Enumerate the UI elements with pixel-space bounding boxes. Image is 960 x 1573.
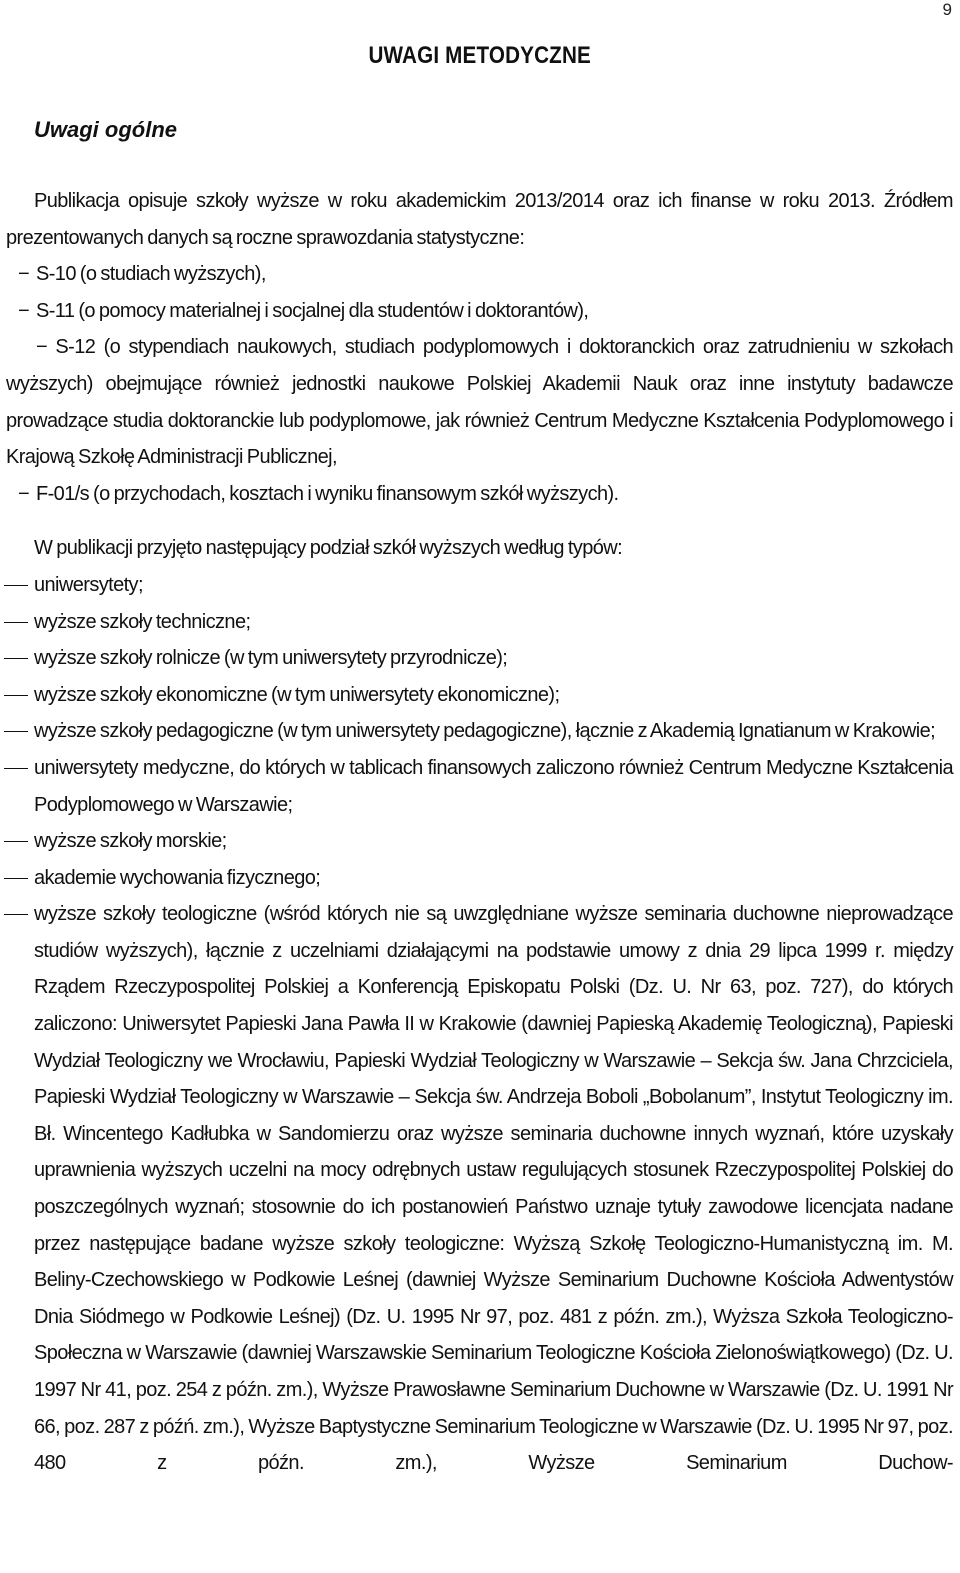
report-item [6, 256, 953, 293]
type-item [6, 750, 953, 823]
dash-marker [4, 658, 28, 659]
type-item-text: wyższe szkoły rolnicze (w tym uniwersytety przyrodnicze); [34, 647, 508, 670]
type-item [6, 713, 953, 750]
report-item [6, 329, 953, 475]
dash-marker: − [18, 299, 30, 322]
intro-paragraph: Publikacja opisuje szkoły wyższe w roku akademickim 2013/2014 oraz ich finanse w roku 2013. Źródłem prezentowanych danych są roczne sprawozdania statystyczne: [6, 190, 953, 249]
dash-marker [4, 878, 28, 879]
dash-marker [4, 622, 28, 623]
type-item-text: wyższe szkoły techniczne; [34, 610, 251, 633]
report-item-text: F-01/s (o przychodach, kosztach i wyniku finansowym szkół wyższych). [36, 482, 619, 505]
type-item-text: wyższe szkoły ekonomiczne (w tym uniwersytety ekonomiczne); [34, 683, 560, 706]
type-item-text: wyższe szkoły morskie; [34, 830, 227, 853]
page-number: 9 [942, 0, 952, 19]
body-text [6, 183, 953, 1482]
dash-marker [4, 914, 28, 915]
type-item [6, 677, 953, 714]
dash-marker [4, 695, 28, 696]
type-item-text: akademie wychowania fizycznego; [34, 866, 321, 889]
report-item-text: S-12 (o stypendiach naukowych, studiach podyplomowych i doktoranckich oraz zatrudnieniu w szkołach wyższych) obejmujące również jednostki naukowe Polskiej Akademii Nauk oraz inne instytuty badawcze prowadzące studia doktoranckie lub podyplomowe, jak również Centrum Medyczne Kształcenia Podyplomowego i Krajową Szkołę Administracji Publicznej, [6, 336, 953, 469]
report-item-text: S-10 (o studiach wyższych), [36, 263, 266, 286]
dash-marker [4, 768, 28, 769]
type-item [6, 567, 953, 604]
report-item [6, 293, 953, 330]
type-item-text: uniwersytety medyczne, do których w tablicach finansowych zaliczono również Centrum Medyczne Kształcenia Podyplomowego w Warszawie; [34, 756, 953, 816]
type-item-text: wyższe szkoły pedagogiczne (w tym uniwersytety pedagogiczne), łącznie z Akademią Ignatianum w Krakowie; [34, 720, 936, 743]
type-item [6, 896, 953, 1482]
dash-marker [4, 731, 28, 732]
report-item [6, 476, 953, 513]
dash-marker: − [36, 336, 48, 359]
page-title: UWAGI METODYCZNE [368, 42, 591, 69]
types-intro: W publikacji przyjęto następujący podział szkół wyższych według typów: [34, 537, 623, 560]
paragraph-spacer [6, 512, 953, 530]
type-item-text: uniwersytety; [34, 573, 143, 596]
type-item [6, 860, 953, 897]
dash-marker [4, 585, 28, 586]
dash-marker: − [18, 263, 30, 286]
type-item [6, 604, 953, 641]
report-item-text: S-11 (o pomocy materialnej i socjalnej dla studentów i doktorantów), [36, 299, 589, 322]
type-item [6, 640, 953, 677]
dash-marker: − [18, 482, 30, 505]
dash-marker [4, 841, 28, 842]
section-subtitle: Uwagi ogólne [34, 117, 177, 142]
type-item [6, 823, 953, 860]
type-item-text: wyższe szkoły teologiczne (wśród których nie są uwzględniane wyższe seminaria duchowne nieprowadzące studiów wyższych), łącznie z uczelniami działającymi na podstawie umowy z dnia 29 lipca 1999 r. między Rządem Rzeczypospolitej Polskiej a Konferencją Episkopatu Polski (Dz. U. Nr 63, poz. 727), do których zaliczono: Uniwersytet Papieski Jana Pawła II w Krakowie (dawniej Papieską Akademię Teologiczną), Papieski Wydział Teologiczny we Wrocławiu, Papieski Wydział Teologiczny w Warszawie – Sekcja św. Jana Chrzciciela, Papieski Wydział Teologiczny w Warszawie – Sekcja św. Andrzeja Boboli „Bobolanum”, Instytut Teologiczny im. Bł. Wincentego Kadłubka w Sandomierzu oraz wyższe seminaria duchowne innych wyznań, które uzyskały uprawnienia wyższych uczelni na mocy odrębnych ustaw regulujących stosunek Rzeczypospolitej Polskiej do poszczególnych wyznań; stosownie do ich postanowień Państwo uznaje tytuły zawodowe licencjata nadane przez następujące badane wyższe szkoły teologiczne: Wyższą Szkołę Teologiczno-Humanistyczną im. M. Beliny-Czechowskiego w Podkowie Leśnej (dawniej Wyższe Seminarium Duchowne Kościoła Adwentystów Dnia Siódmego w Podkowie Leśnej) (Dz. U. 1995 Nr 97, poz. 481 z późn. zm.), Wyższa Szkoła Teologiczno-Społeczna w Warszawie (dawniej Warszawskie Seminarium Teologiczne Kościoła Zielonoświątkowego) (Dz. U. 1997 Nr 41, poz. 254 z późn. zm.), Wyższe Prawosławne Seminarium Duchowne w Warszawie (Dz. U. 1991 Nr 66, poz. 287 z późń. zm.), Wyższe Baptystyczne Seminarium Teologiczne w Warszawie (Dz. U. 1995 Nr 97, poz. 480 z późn. zm.), Wyższe Seminarium Duchow- [34, 903, 953, 1475]
